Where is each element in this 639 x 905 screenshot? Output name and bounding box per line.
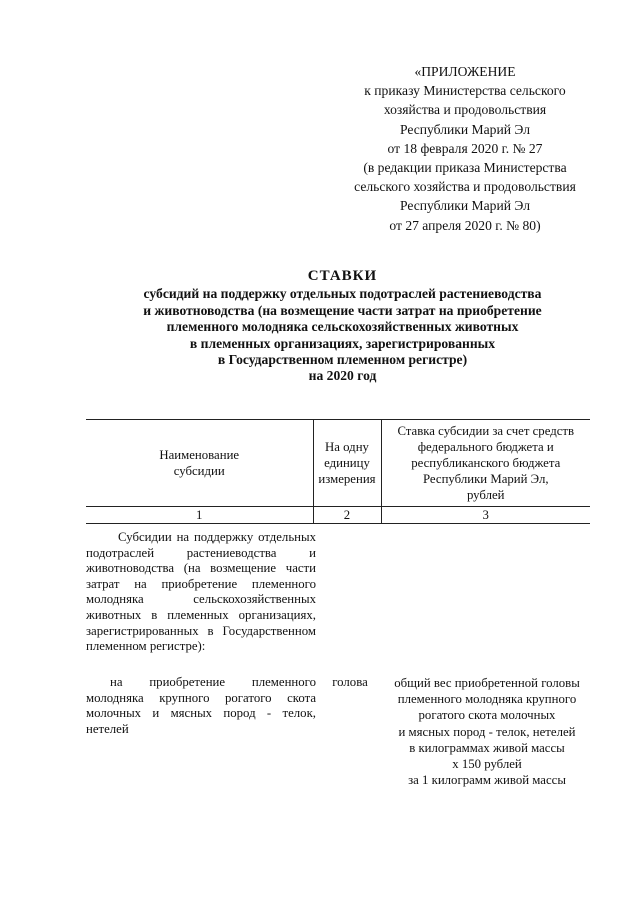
rate-line: и мясных пород - телок, нетелей xyxy=(398,724,576,739)
header-text-line: Республики Марий Эл, xyxy=(422,472,549,486)
header-subsidy-name xyxy=(86,420,313,507)
rate-line: общий вес приобретенной головы xyxy=(394,676,580,690)
title-line: и животноводства (на возмещение части затрат на приобретение xyxy=(143,302,542,318)
appendix-line: «ПРИЛОЖЕНИЕ xyxy=(414,64,516,79)
title-line: на 2020 год xyxy=(308,368,377,384)
header-text-line: Ставка субсидии за счет средств xyxy=(397,424,575,438)
header-text-line: федерального бюджета и xyxy=(417,440,554,454)
appendix-line: от 18 февраля 2020 г. № 27 xyxy=(387,140,543,156)
title-line: в Государственном племенном регистре) xyxy=(217,352,468,368)
title-line: племенного молодняка сельскохозяйственных животных xyxy=(166,319,519,335)
section-description xyxy=(86,530,316,655)
appendix-header xyxy=(300,62,630,235)
rate-line: х 150 рублей xyxy=(452,757,522,772)
header-text-line: рублей xyxy=(466,488,505,502)
header-text-line: республиканского бюджета xyxy=(411,456,561,470)
section-text: Субсидии на поддержку отдельных подотраслей растениеводства и животноводства (на возмещение части затрат на приобретение племенного молодняка сельскохозяйственных животных в племенных организациях, зарегистрированных в Государственном племенном регистре): xyxy=(86,530,316,654)
header-text-line: единицу xyxy=(324,456,370,470)
title-line: субсидий на поддержку отдельных подотраслей растениеводства xyxy=(143,286,542,302)
table-header-row xyxy=(86,420,590,507)
appendix-line: сельского хозяйства и продовольствия xyxy=(354,179,576,195)
row-unit: голова xyxy=(332,675,368,689)
rate-line: за 1 килограмм живой массы xyxy=(408,773,566,788)
rates-table xyxy=(86,419,590,524)
column-number-row xyxy=(86,507,590,524)
appendix-line: от 27 апреля 2020 г. № 80) xyxy=(389,217,541,233)
header-text-line: Наименование xyxy=(159,448,240,462)
column-number: 1 xyxy=(86,507,313,524)
rate-line: племенного молодняка крупного xyxy=(397,692,577,707)
header-text-line: субсидии xyxy=(173,464,225,478)
rate-line: рогатого скота молочных xyxy=(418,708,556,723)
rate-line: в килограммах живой массы xyxy=(409,740,565,755)
appendix-line: к приказу Министерства сельского xyxy=(364,83,566,99)
title-line: в племенных организациях, зарегистрированных xyxy=(189,335,496,351)
document-title-block xyxy=(60,268,625,385)
column-number: 2 xyxy=(313,507,381,524)
appendix-line: Республики Марий Эл xyxy=(399,198,531,214)
row-subsidy-text: на приобретение племенного молодняка крупного рогатого скота молочных и мясных пород - телок, нетелей xyxy=(86,675,316,736)
header-text-line: На одну xyxy=(325,440,369,454)
header-unit xyxy=(313,420,381,507)
column-number: 3 xyxy=(381,507,590,524)
appendix-line: (в редакции приказа Министерства xyxy=(363,160,567,176)
document-title: СТАВКИ xyxy=(307,268,378,284)
header-text-line: измерения xyxy=(318,472,376,486)
appendix-line: хозяйства и продовольствия xyxy=(383,102,547,118)
appendix-line: Республики Марий Эл xyxy=(399,121,531,137)
header-rate xyxy=(381,420,590,507)
row-rate xyxy=(384,675,590,788)
row-subsidy-name xyxy=(86,675,316,737)
